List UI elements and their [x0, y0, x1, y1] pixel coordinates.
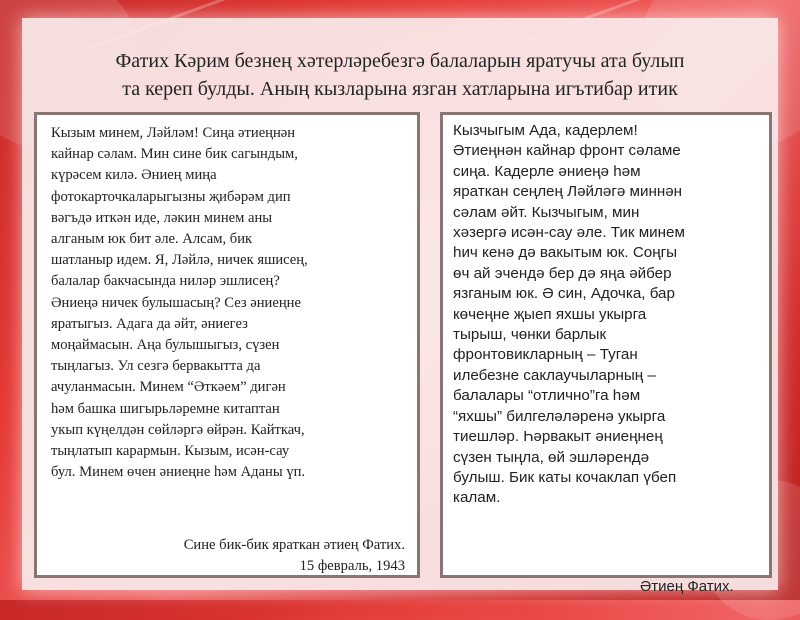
letter-to-layla [34, 112, 420, 578]
letter-to-ada-text: Кызчыгым Ада, кадерлем! Әтиеңнән кайнар фронт сәламе сиңа. Кадерле әниеңә һәм яраткан сеңлең Ләйләгә миннән сәлам әйт. Кызчыгым, мин хәзергә исән-сау әле. Тик минем һич кенә дә вакытым юк. Соңгы өч ай эчендә бер дә яңа әйбер язганым юк. Ә син, Адочка, бар көчеңне җыеп яхшы укырга тырыш, чөнки барлык фронтовикларның – Туган илебезне саклаучыларның – балалары “отлично”га һәм “яхшы” билгеләләренә укырга тиешләр. Һәрвакыт әниеңнең сүзен тыңла, өй эшләрендә булыш. Бик каты кочаклап үбеп калам. [453, 122, 685, 507]
letter-to-ada [440, 112, 772, 578]
letter-to-ada-signature: Әтиең Фатих. [640, 578, 734, 595]
letter-to-layla-signature: Сине бик-бик яраткан әтиең Фатих. 15 февраль, 1943 [183, 537, 405, 575]
letter-to-layla-text: Кызым минем, Ләйләм! Сиңа әтиеңнән кайнар сәлам. Мин сине бик сагындым, күрәсем килә. Әниең миңа фотокарточкаларыгызны җибәрәм дип вәгъдә иткән иде, ләкин минем аны алганым юк бит әле. Алсам, бик шатланыр идем. Я, Ләйлә, ничек яшисең, балалар бакчасында ниләр эшлисең? Әниеңә ничек булышасың? Сез әниеңне яратыгыз. Адага да әйт, әниегез моңаймасын. Аңа булышыгыз, сүзен тыңлагыз. Ул сезгә бервакытта да ачуланмасын. Минем “Әткәем” дигән һәм башка шигырьләремне китаптан укып күңелдән сөйләргә өйрән. Кайткач, тыңлатып карармын. Кызым, исән-сау бул. Минем өчен әниеңне һәм Аданы үп. [51, 125, 308, 481]
slide-title: Фатих Кәрим безнең хәтерләребезгә балаларын яратучы ата булып та кереп булды. Аның кызларына язган хатларына игътибар итик [115, 50, 685, 100]
